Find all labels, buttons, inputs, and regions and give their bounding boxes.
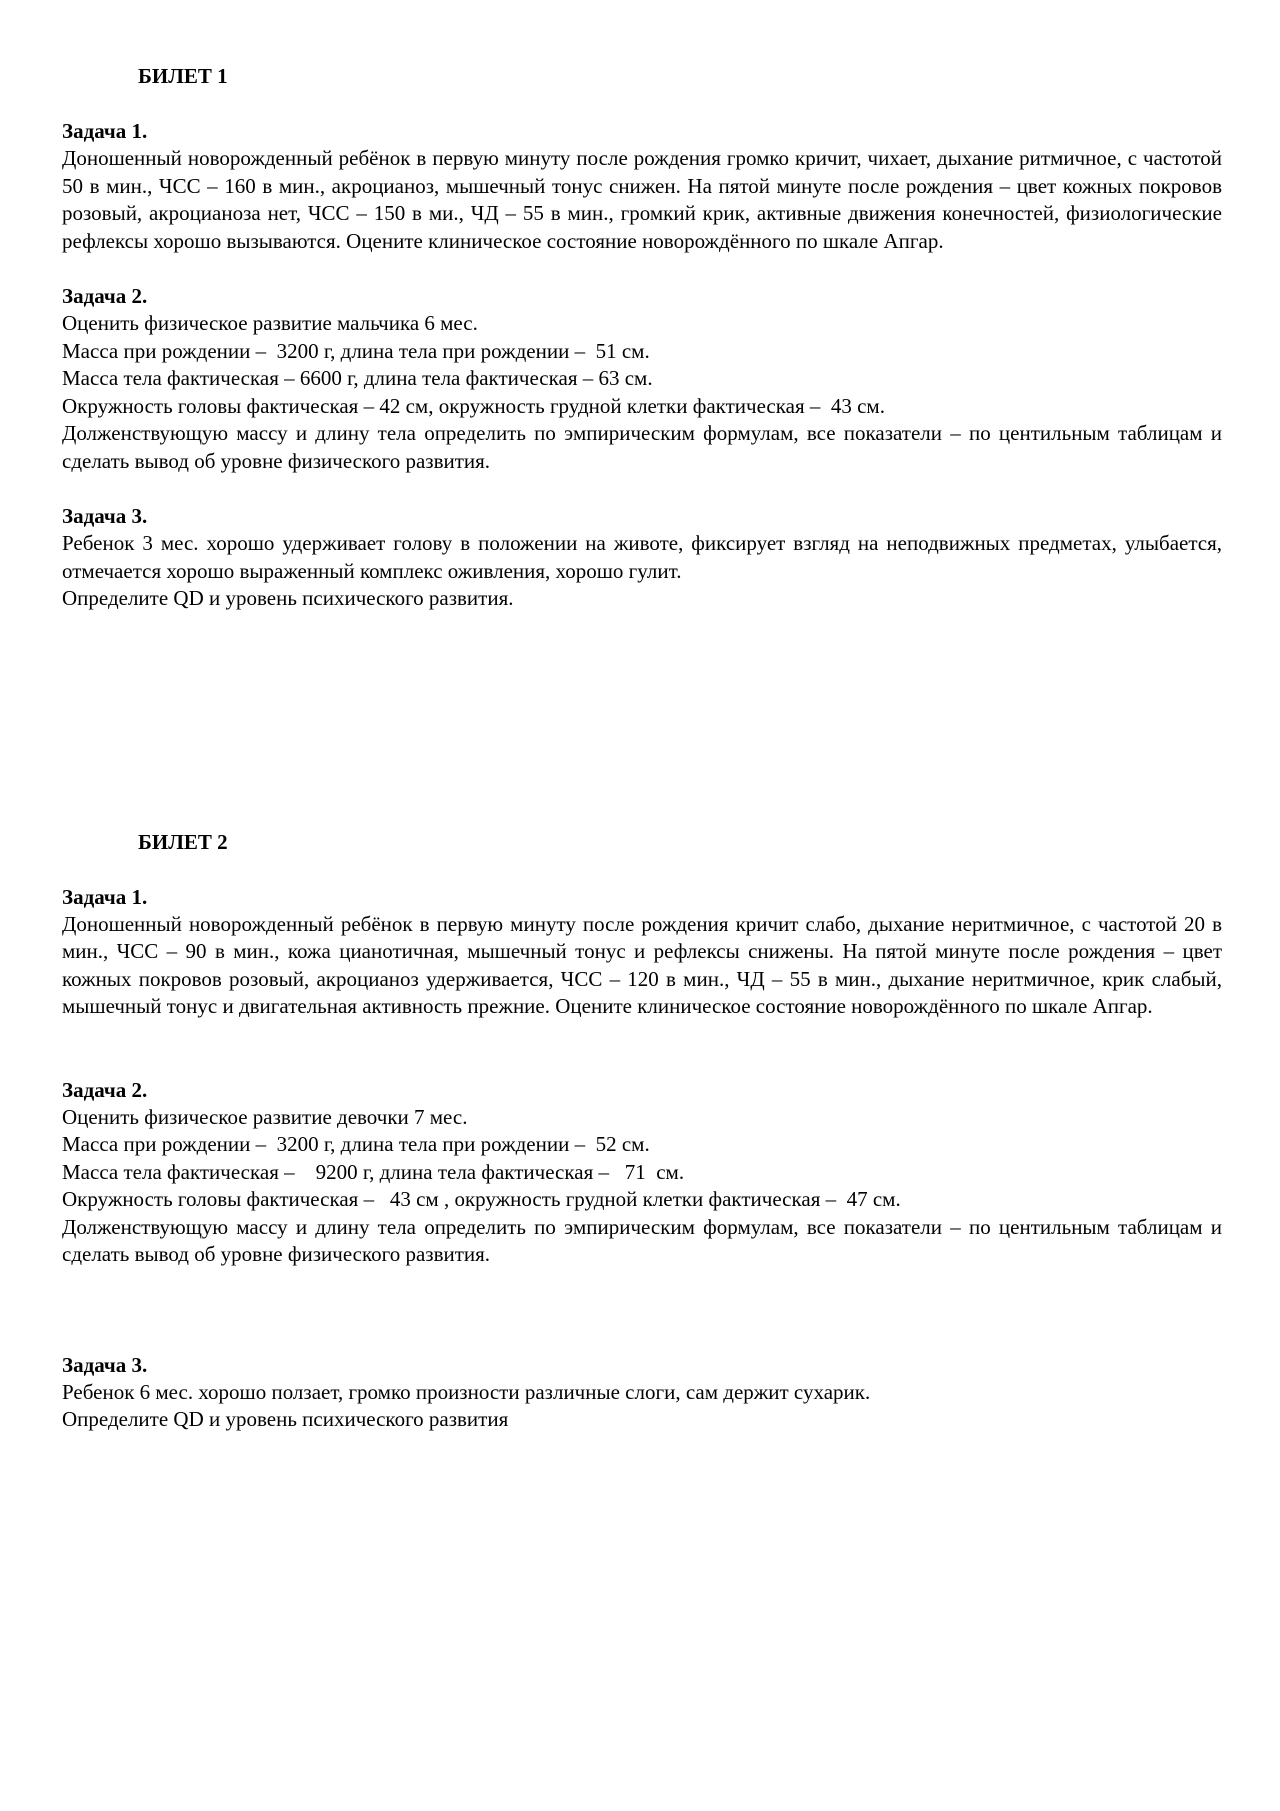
ticket-1-task-3 <box>62 502 1222 613</box>
task-title: Задача 3. <box>62 504 148 528</box>
task-line: Определите QD и уровень психического развития <box>62 1407 509 1431</box>
task-line: Ребенок 6 мес. хорошо ползает, громко произности различные слоги, сам держит сухарик. <box>62 1379 871 1404</box>
ticket-2-title: БИЛЕТ 2 <box>138 829 228 854</box>
task-title: Задача 1. <box>62 119 148 143</box>
task-line: Масса при рождении – 3200 г, длина тела при рождении – 52 см. <box>62 1132 650 1156</box>
task-line: Масса тела фактическая – 9200 г, длина тела фактическая – 71 см. <box>62 1159 685 1184</box>
ticket-2-task-3 <box>62 1351 1222 1434</box>
ticket-1-task-1 <box>62 117 1222 255</box>
task-title: Задача 3. <box>62 1352 148 1377</box>
task-title: Задача 2. <box>62 1077 148 1102</box>
task-title: Задача 1. <box>62 884 148 909</box>
task-text: Доношенный новорожденный ребёнок в первую минуту после рождения громко кричит, чихает, дыхание ритмичное, с частотой 50 в мин., ЧСС – 160 в мин., акроцианоз, мышечный тонус снижен. На пятой минуте после рождения – цвет кожных покровов розовый, акроцианоза нет, ЧСС – 150 в ми., ЧД – 55 в мин., громкий крик, активные движения конечностей, физиологические рефлексы хорошо вызываются. Оцените клиническое состояние новорождённого по шкале Апгар. <box>62 146 1222 253</box>
task-title: Задача 2. <box>62 284 148 308</box>
task-line: Окружность головы фактическая – 42 см, окружность грудной клетки фактическая – 43 см. <box>62 393 885 418</box>
task-line: Окружность головы фактическая – 43 см , окружность грудной клетки фактическая – 47 см. <box>62 1187 901 1211</box>
task-line: Масса при рождении – 3200 г, длина тела при рождении – 51 см. <box>62 338 650 363</box>
ticket-2-task-2 <box>62 1076 1222 1269</box>
document-page <box>62 62 1222 1434</box>
ticket-1-title: БИЛЕТ 1 <box>138 64 228 88</box>
task-line: Оценить физическое развитие девочки 7 мес. <box>62 1104 468 1129</box>
ticket-1 <box>62 62 1222 613</box>
task-line: Масса тела фактическая – 6600 г, длина тела фактическая – 63 см. <box>62 366 653 390</box>
ticket-2 <box>62 828 1222 1434</box>
task-text: Доношенный новорожденный ребёнок в первую минуту после рождения кричит слабо, дыхание неритмичное, с частотой 20 в мин., ЧСС – 90 в мин., кожа цианотичная, мышечный тонус и рефлексы снижены. На пятой минуте после рождения – цвет кожных покровов розовый, акроцианоз удерживается, ЧСС – 120 в мин., ЧД – 55 в мин., дыхание неритмичное, крик слабый, мышечный тонус и двигательная активность прежние. Оцените клиническое состояние новорождённого по шкале Апгар. <box>62 911 1222 1018</box>
task-line: Определите QD и уровень психического развития. <box>62 586 514 610</box>
task-text: Долженствующую массу и длину тела определить по эмпирическим формулам, все показатели – по центильным таблицам и сделать вывод об уровне физического развития. <box>62 421 1222 473</box>
task-text: Ребенок 3 мес. хорошо удерживает голову в положении на животе, фиксирует взгляд на неподвижных предметах, улыбается, отмечается хорошо выраженный комплекс оживления, хорошо гулит. <box>62 531 1222 583</box>
task-text: Долженствующую массу и длину тела определить по эмпирическим формулам, все показатели – по центильным таблицам и сделать вывод об уровне физического развития. <box>62 1214 1222 1266</box>
ticket-1-task-2 <box>62 282 1222 475</box>
ticket-2-task-1 <box>62 883 1222 1021</box>
task-line: Оценить физическое развитие мальчика 6 мес. <box>62 311 478 335</box>
